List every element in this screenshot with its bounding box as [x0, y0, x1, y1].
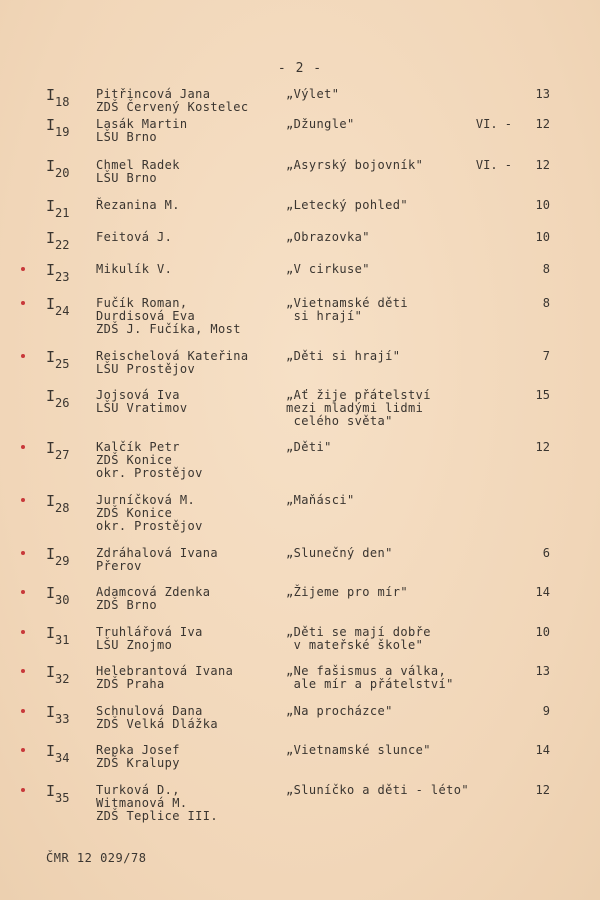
document-footer: ČMR 12 029/78 — [46, 851, 147, 865]
title-line: „Žijeme pro mír" — [286, 585, 408, 599]
entry-code-letter: I — [46, 782, 56, 800]
entry-code — [46, 389, 69, 411]
red-marker-dot — [21, 788, 25, 792]
entry-title — [286, 744, 431, 757]
author-line: LŠU Znojmo — [96, 638, 173, 652]
title-line: ale mír a přátelství" — [286, 677, 454, 691]
title-line: „Slunečný den" — [286, 546, 393, 560]
entry-code-number: 18 — [55, 95, 70, 109]
entry-code — [46, 88, 69, 110]
entry-age: 10 — [535, 230, 550, 244]
red-marker-dot — [21, 445, 25, 449]
entry-title — [286, 626, 431, 652]
entry-author — [96, 350, 249, 376]
entry-code-letter: I — [46, 116, 56, 134]
entry-code-number: 33 — [55, 712, 70, 726]
red-marker-dot — [21, 590, 25, 594]
author-line: LŠU Brno — [96, 171, 157, 185]
entry-author — [96, 547, 218, 573]
author-line: Pitřincová Jana — [96, 87, 211, 101]
title-line: mezi mladými lidmi — [286, 401, 424, 415]
entry-code — [46, 547, 69, 569]
entry-code — [46, 705, 69, 727]
entry-code — [46, 626, 69, 648]
entry-author — [96, 586, 210, 612]
title-line: „Ať žije přátelství — [286, 388, 431, 402]
entry-age: 9 — [542, 704, 550, 718]
entry-code-number: 27 — [55, 448, 70, 462]
entry-code — [46, 744, 69, 766]
entry-author — [96, 744, 180, 770]
entry-code-letter: I — [46, 439, 56, 457]
author-line: Schnulová Dana — [96, 704, 203, 718]
entry-title — [286, 665, 454, 691]
author-line: Witmanová M. — [96, 796, 188, 810]
entry-code — [46, 665, 69, 687]
title-line: „Asyrský bojovník" — [286, 158, 424, 172]
entry-age: 7 — [542, 349, 550, 363]
entry-title — [286, 297, 408, 323]
entry-code-letter: I — [46, 86, 56, 104]
author-line: Reischelová Kateřina — [96, 349, 249, 363]
entry-code-letter: I — [46, 624, 56, 642]
entry-code — [46, 118, 69, 140]
author-line: LŠU Vratimov — [96, 401, 188, 415]
entry-age: 12 — [535, 440, 550, 454]
entry-code-number: 29 — [55, 554, 70, 568]
title-line: „Vietnamské slunce" — [286, 743, 431, 757]
entry-age: 12 — [535, 117, 550, 131]
author-line: Lasák Martin — [96, 117, 188, 131]
title-line: „Vietnamské děti — [286, 296, 408, 310]
entry-code — [46, 494, 69, 516]
entry-age: 8 — [542, 262, 550, 276]
title-line: „Letecký pohled" — [286, 198, 408, 212]
entry-author — [96, 494, 203, 533]
entry-code-letter: I — [46, 229, 56, 247]
entry-author — [96, 389, 188, 415]
title-line: „Sluníčko a děti - léto" — [286, 783, 469, 797]
entry-title — [286, 389, 431, 428]
entry-title — [286, 441, 332, 454]
title-line: si hrají" — [286, 309, 363, 323]
entry-author — [96, 199, 180, 212]
entry-code-letter: I — [46, 492, 56, 510]
entry-code-number: 30 — [55, 593, 70, 607]
entry-age: 13 — [535, 664, 550, 678]
author-line: ZDŠ Praha — [96, 677, 165, 691]
entry-title — [286, 350, 400, 363]
entry-age: 14 — [535, 743, 550, 757]
author-line: Truhlářová Iva — [96, 625, 203, 639]
entry-title — [286, 494, 355, 507]
entry-age: 12 — [535, 158, 550, 172]
entry-code-letter: I — [46, 261, 56, 279]
author-line: okr. Prostějov — [96, 466, 203, 480]
entry-grade: VI. - — [475, 117, 512, 131]
page-number: - 2 - — [277, 61, 323, 76]
entry-code-number: 34 — [55, 751, 70, 765]
entry-title — [286, 705, 393, 718]
title-line: „Ne fašismus a válka, — [286, 664, 447, 678]
red-marker-dot — [21, 354, 25, 358]
entry-author — [96, 159, 180, 185]
author-line: LŠU Brno — [96, 130, 157, 144]
entry-code-number: 21 — [55, 206, 70, 220]
entry-code-letter: I — [46, 157, 56, 175]
entry-code-number: 23 — [55, 270, 70, 284]
entry-code — [46, 263, 69, 285]
author-line: Adamcová Zdenka — [96, 585, 211, 599]
author-line: Kalčík Petr — [96, 440, 180, 454]
entry-author — [96, 626, 203, 652]
red-marker-dot — [21, 630, 25, 634]
entry-age: 10 — [535, 198, 550, 212]
title-line: „Džungle" — [286, 117, 355, 131]
author-line: Feitová J. — [96, 230, 173, 244]
entry-grade: VI. - — [475, 158, 512, 172]
entry-code-number: 28 — [55, 501, 70, 515]
author-line: Řezanina M. — [96, 198, 180, 212]
author-line: ZDŠ Konice — [96, 506, 173, 520]
author-line: ZDŠ J. Fučíka, Most — [96, 322, 241, 336]
author-line: Helebrantová Ivana — [96, 664, 234, 678]
title-line: v mateřské škole" — [286, 638, 424, 652]
red-marker-dot — [21, 498, 25, 502]
author-line: LŠU Prostějov — [96, 362, 196, 376]
entry-title — [286, 88, 339, 101]
entry-code — [46, 199, 69, 221]
author-line: ZDŠ Konice — [96, 453, 173, 467]
entry-code-number: 19 — [55, 125, 70, 139]
entry-author — [96, 665, 233, 691]
entry-code-number: 32 — [55, 672, 70, 686]
entry-code-number: 22 — [55, 238, 70, 252]
entry-title — [286, 159, 423, 172]
entry-age: 14 — [535, 585, 550, 599]
entry-author — [96, 231, 172, 244]
entry-code-letter: I — [46, 387, 56, 405]
entry-title — [286, 547, 393, 560]
entry-code-number: 35 — [55, 791, 70, 805]
entry-code-letter: I — [46, 197, 56, 215]
author-line: Jurníčková M. — [96, 493, 196, 507]
title-line: „Děti se mají dobře — [286, 625, 431, 639]
entry-code-letter: I — [46, 545, 56, 563]
entry-code — [46, 586, 69, 608]
entry-author — [96, 88, 249, 114]
entry-age: 15 — [535, 388, 550, 402]
entry-title — [286, 784, 469, 797]
author-line: Zdráhalová Ivana — [96, 546, 218, 560]
author-line: okr. Prostějov — [96, 519, 203, 533]
entry-code — [46, 784, 69, 806]
title-line: „Výlet" — [286, 87, 340, 101]
entry-code — [46, 159, 69, 181]
author-line: Chmel Radek — [96, 158, 180, 172]
entry-code-letter: I — [46, 348, 56, 366]
author-line: ZDŠ Kralupy — [96, 756, 180, 770]
entry-code-letter: I — [46, 742, 56, 760]
title-line: „Děti" — [286, 440, 332, 454]
entry-author — [96, 263, 172, 276]
author-line: Fučík Roman, — [96, 296, 188, 310]
title-line: „V cirkuse" — [286, 262, 370, 276]
author-line: ZDŠ Teplice III. — [96, 809, 218, 823]
author-line: Repka Josef — [96, 743, 180, 757]
entry-code — [46, 297, 69, 319]
entry-title — [286, 231, 370, 244]
entry-code — [46, 231, 69, 253]
author-line: ZDŠ Brno — [96, 598, 157, 612]
title-line: „Maňásci" — [286, 493, 355, 507]
entry-title — [286, 118, 355, 131]
entry-author — [96, 118, 188, 144]
entry-author — [96, 297, 241, 336]
red-marker-dot — [21, 748, 25, 752]
author-line: ZDŠ Červený Kostelec — [96, 100, 249, 114]
author-line: Mikulík V. — [96, 262, 173, 276]
author-line: Přerov — [96, 559, 142, 573]
red-marker-dot — [21, 301, 25, 305]
red-marker-dot — [21, 267, 25, 271]
entry-code-number: 20 — [55, 166, 70, 180]
entry-age: 8 — [542, 296, 550, 310]
entry-age: 12 — [535, 783, 550, 797]
entry-title — [286, 586, 408, 599]
entry-code-number: 31 — [55, 633, 70, 647]
author-line: Durdisová Eva — [96, 309, 196, 323]
title-line: „Obrazovka" — [286, 230, 370, 244]
author-line: Jojsová Iva — [96, 388, 180, 402]
entry-author — [96, 784, 218, 823]
entry-title — [286, 263, 370, 276]
red-marker-dot — [21, 709, 25, 713]
title-line: „Na procházce" — [286, 704, 393, 718]
entry-code-number: 26 — [55, 396, 70, 410]
entry-code-letter: I — [46, 584, 56, 602]
entry-author — [96, 441, 203, 480]
author-line: Turková D., — [96, 783, 180, 797]
title-line: „Děti si hrají" — [286, 349, 401, 363]
entry-code-letter: I — [46, 295, 56, 313]
entry-code-number: 24 — [55, 304, 70, 318]
title-line: celého světa" — [286, 414, 393, 428]
author-line: ZDŠ Velká Dlážka — [96, 717, 218, 731]
entry-age: 10 — [535, 625, 550, 639]
entry-code-letter: I — [46, 703, 56, 721]
entry-code-number: 25 — [55, 357, 70, 371]
entry-code — [46, 350, 69, 372]
red-marker-dot — [21, 669, 25, 673]
entry-code — [46, 441, 69, 463]
entry-age: 6 — [542, 546, 550, 560]
entry-author — [96, 705, 218, 731]
entry-age: 13 — [535, 87, 550, 101]
entry-code-letter: I — [46, 663, 56, 681]
entry-title — [286, 199, 408, 212]
red-marker-dot — [21, 551, 25, 555]
